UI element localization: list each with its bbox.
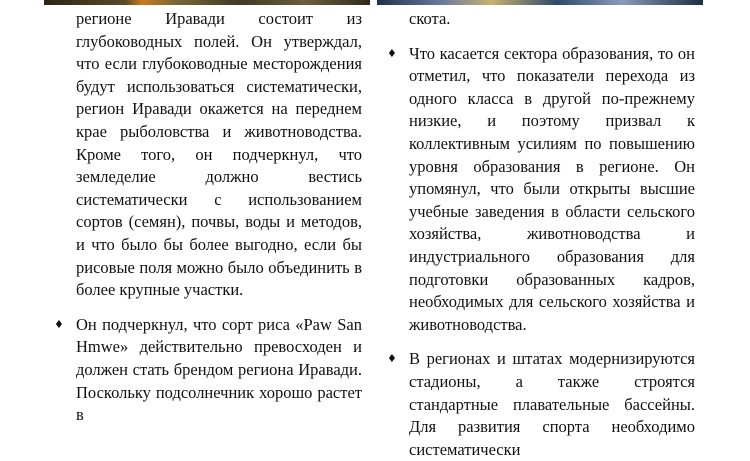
top-photo-right xyxy=(377,0,703,5)
top-photo-left xyxy=(44,0,370,5)
paragraph-text: скота. xyxy=(409,9,451,28)
right-column xyxy=(387,8,695,461)
left-column xyxy=(54,8,362,427)
bullet-paragraph xyxy=(54,314,362,427)
paragraph xyxy=(409,8,695,31)
diamond-bullet-icon: ♦ xyxy=(54,317,64,331)
bullet-paragraph xyxy=(387,348,695,461)
paragraph xyxy=(76,8,362,302)
paragraph-text: В регионах и штатах модернизируются стадионы, а также строятся стандартные плавательные бассейны. Для развития спорта необходимо систематически xyxy=(409,349,695,459)
paragraph-text: Он подчеркнул, что сорт риса «Paw San Hmwe» действительно превосходен и должен стать брендом региона Иравади. Поскольку подсолнечник хорошо растет в xyxy=(76,314,362,425)
bullet-paragraph xyxy=(387,43,695,337)
paragraph-text: Что касается сектора образования, то он отметил, что показатели перехода из одного класса в другой по-прежнему низкие, и поэтому призвал к коллективным усилиям по повышению уровня образования в регионе. Он упомянул, что были открыты высшие учебные заведения в области сельского хозяйства, животноводства и индустриального образования для подготовки образованных кадров, необходимых для сельского хозяйства и животноводства. xyxy=(409,43,695,334)
diamond-bullet-icon: ♦ xyxy=(387,352,397,366)
diamond-bullet-icon: ♦ xyxy=(387,46,397,60)
paragraph-text: регионе Иравади состоит из глубоководных полей. Он утверждал, что если глубоководные месторождения будут использоваться систематически, регион Иравади окажется на переднем крае рыболовства и животноводства. Кроме того, он подчеркнул, что земледелие должно вестись систематически с использованием сортов (семян), почвы, воды и методов, и что было бы более выгодно, если бы рисовые поля можно было объединить в более крупные участки. xyxy=(76,9,362,300)
